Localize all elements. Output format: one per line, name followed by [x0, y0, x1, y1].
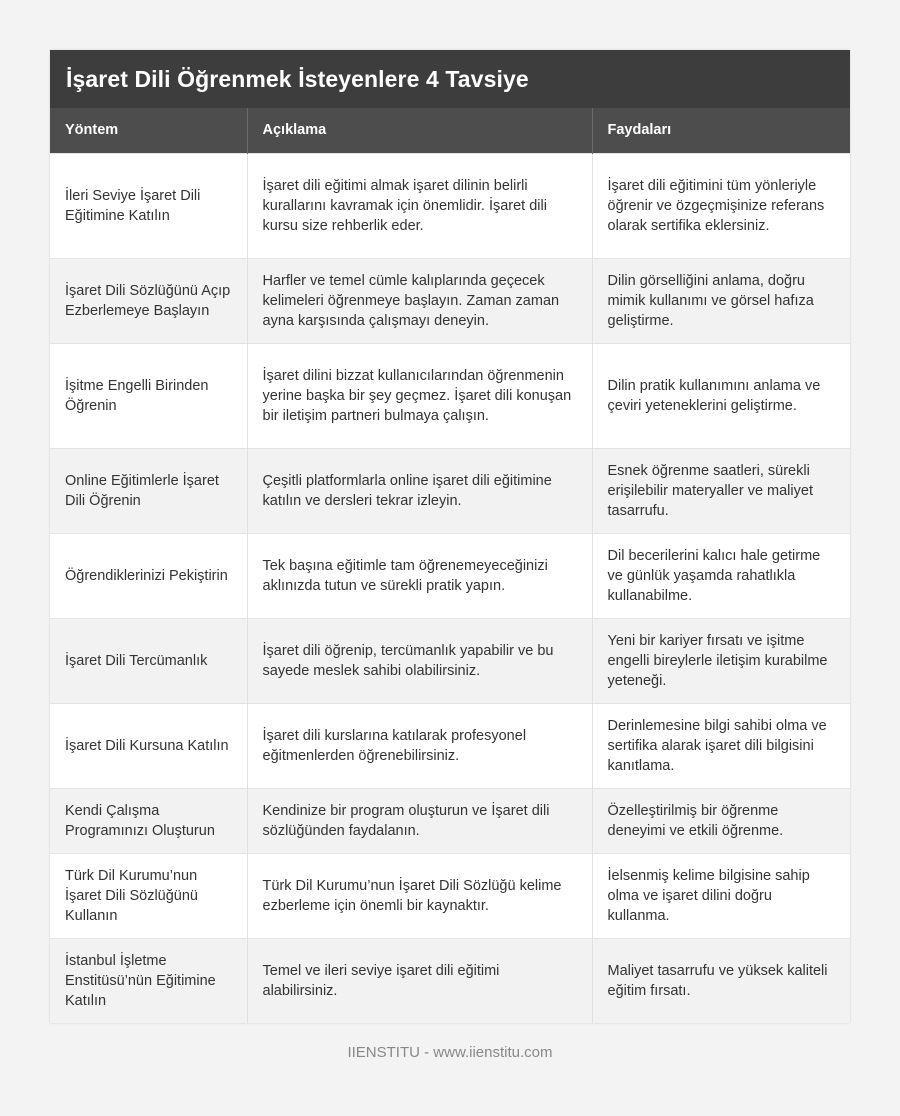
cell-description: İşaret dili kurslarına katılarak profesyonel eğitmenlerden öğrenebilirsiniz.	[247, 703, 592, 788]
cell-description: Kendinize bir program oluşturun ve İşaret dili sözlüğünden faydalanın.	[247, 788, 592, 853]
cell-benefits: İelsenmiş kelime bilgisine sahip olma ve işaret dilini doğru kullanma.	[592, 853, 850, 938]
tips-table	[50, 108, 850, 1023]
table-row	[50, 618, 850, 703]
cell-description: Temel ve ileri seviye işaret dili eğitimi alabilirsiniz.	[247, 938, 592, 1023]
cell-method: İleri Seviye İşaret Dili Eğitimine Katılın	[50, 153, 247, 258]
cell-method: İşaret Dili Kursuna Katılın	[50, 703, 247, 788]
table-row	[50, 853, 850, 938]
footer-credit: IIENSTITU - www.iienstitu.com	[347, 1044, 553, 1061]
title-bar	[50, 50, 850, 108]
cell-benefits: Yeni bir kariyer fırsatı ve işitme engelli bireylerle iletişim kurabilme yeteneği.	[592, 618, 850, 703]
page-title: İşaret Dili Öğrenmek İsteyenlere 4 Tavsiye	[66, 65, 529, 92]
cell-benefits: Esnek öğrenme saatleri, sürekli erişilebilir materyaller ve maliyet tasarrufu.	[592, 448, 850, 533]
cell-description: Tek başına eğitimle tam öğrenemeyeceğinizi aklınızda tutun ve sürekli pratik yapın.	[247, 533, 592, 618]
table-row	[50, 258, 850, 343]
cell-benefits: İşaret dili eğitimini tüm yönleriyle öğrenir ve özgeçmişinize referans olarak sertifika eklersiniz.	[592, 153, 850, 258]
table-row	[50, 788, 850, 853]
table-row	[50, 153, 850, 258]
cell-method: Online Eğitimlerle İşaret Dili Öğrenin	[50, 448, 247, 533]
cell-description: Harfler ve temel cümle kalıplarında geçecek kelimeleri öğrenmeye başlayın. Zaman zaman ayna karşısında çalışmayı deneyin.	[247, 258, 592, 343]
cell-method: Türk Dil Kurumu’nun İşaret Dili Sözlüğünü Kullanın	[50, 853, 247, 938]
cell-description: Çeşitli platformlarla online işaret dili eğitimine katılın ve dersleri tekrar izleyin.	[247, 448, 592, 533]
table-row	[50, 703, 850, 788]
cell-description: İşaret dili öğrenip, tercümanlık yapabilir ve bu sayede meslek sahibi olabilirsiniz.	[247, 618, 592, 703]
cell-method: Kendi Çalışma Programınızı Oluşturun	[50, 788, 247, 853]
cell-benefits: Derinlemesine bilgi sahibi olma ve sertifika alarak işaret dili bilgisini kanıtlama.	[592, 703, 850, 788]
column-header-method: Yöntem	[50, 108, 247, 153]
cell-benefits: Özelleştirilmiş bir öğrenme deneyimi ve etkili öğrenme.	[592, 788, 850, 853]
cell-method: İstanbul İşletme Enstitüsü’nün Eğitimine Katılın	[50, 938, 247, 1023]
cell-method: İşaret Dili Tercümanlık	[50, 618, 247, 703]
cell-method: Öğrendiklerinizi Pekiştirin	[50, 533, 247, 618]
cell-description: İşaret dili eğitimi almak işaret dilinin belirli kurallarını kavramak için önemlidir. İşaret dili kursu size rehberlik eder.	[247, 153, 592, 258]
cell-benefits: Dilin görselliğini anlama, doğru mimik kullanımı ve görsel hafıza geliştirme.	[592, 258, 850, 343]
table-row	[50, 448, 850, 533]
cell-benefits: Dil becerilerini kalıcı hale getirme ve günlük yaşamda rahatlıkla kullanabilme.	[592, 533, 850, 618]
column-header-benefits: Faydaları	[592, 108, 850, 153]
column-header-description: Açıklama	[247, 108, 592, 153]
table-row	[50, 533, 850, 618]
cell-benefits: Dilin pratik kullanımını anlama ve çeviri yeteneklerini geliştirme.	[592, 343, 850, 448]
table-row	[50, 343, 850, 448]
cell-method: İşitme Engelli Birinden Öğrenin	[50, 343, 247, 448]
tips-table-card	[50, 50, 850, 1023]
cell-description: Türk Dil Kurumu’nun İşaret Dili Sözlüğü kelime ezberleme için önemli bir kaynaktır.	[247, 853, 592, 938]
cell-method: İşaret Dili Sözlüğünü Açıp Ezberlemeye Başlayın	[50, 258, 247, 343]
cell-description: İşaret dilini bizzat kullanıcılarından öğrenmenin yerine başka bir şey geçmez. İşaret dili konuşan bir iletişim partneri bulmaya çalışın.	[247, 343, 592, 448]
cell-benefits: Maliyet tasarrufu ve yüksek kaliteli eğitim fırsatı.	[592, 938, 850, 1023]
table-header-row	[50, 108, 850, 153]
table-row	[50, 938, 850, 1023]
